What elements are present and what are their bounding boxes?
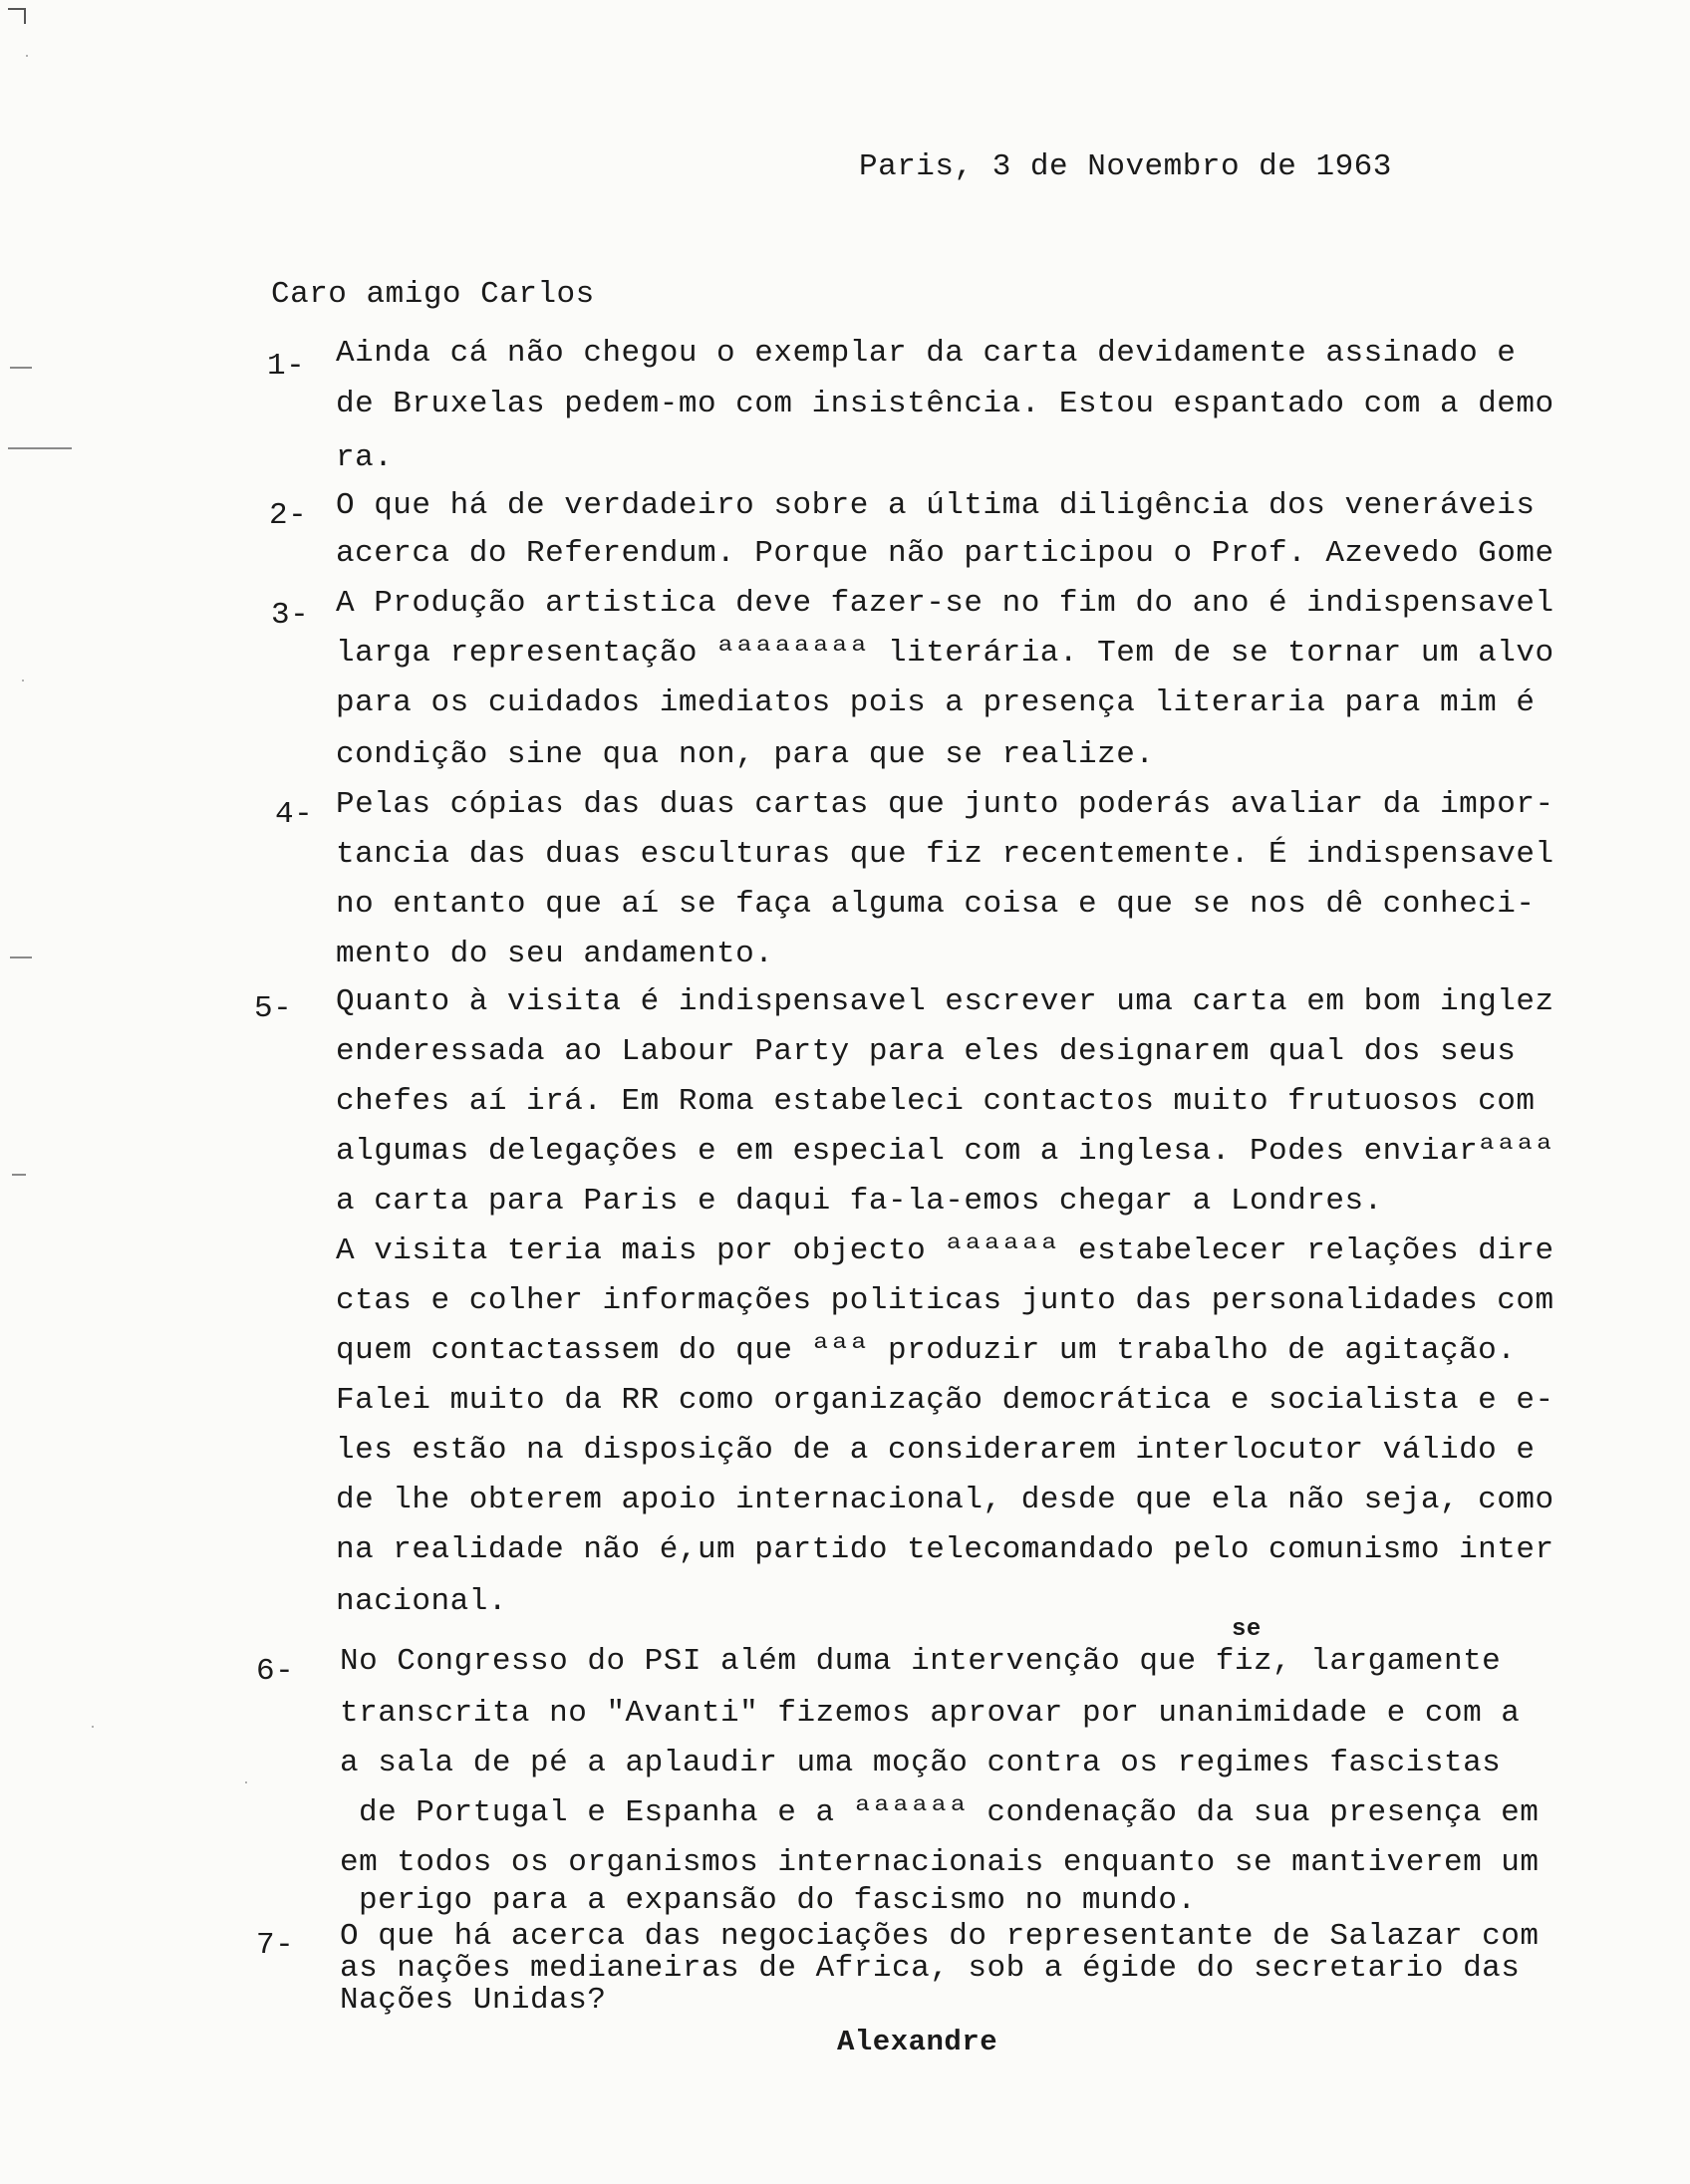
item-line: ctas e colher informações politicas junto das personalidades com	[336, 1283, 1554, 1318]
letter-dateline: Paris, 3 de Novembro de 1963	[859, 149, 1392, 184]
item-number: 3-	[271, 598, 310, 633]
item-line: em todos os organismos internacionais enquanto se mantiverem um	[340, 1845, 1540, 1880]
item-line: tancia das duas esculturas que fiz recentemente. É indispensavel	[336, 837, 1554, 872]
item-number: 1-	[267, 349, 306, 384]
item-number: 7-	[256, 1928, 295, 1963]
paper-speck	[26, 55, 28, 57]
margin-punch-mark	[8, 447, 72, 449]
item-line: Pelas cópias das duas cartas que junto poderás avaliar da impor-	[336, 787, 1554, 822]
item-line: de Bruxelas pedem-mo com insistência. Estou espantado com a demo	[336, 387, 1554, 421]
item-line: transcrita no "Avanti" fizemos aprovar por unanimidade e com a	[340, 1696, 1521, 1731]
margin-punch-mark	[10, 367, 32, 369]
margin-punch-mark	[10, 956, 32, 958]
item-line: de lhe obterem apoio internacional, desde que ela não seja, como	[336, 1483, 1554, 1517]
item-line: les estão na disposição de a considerarem interlocutor válido e	[336, 1433, 1536, 1468]
item-line: algumas delegações e em especial com a inglesa. Podes enviarªªªª	[336, 1134, 1554, 1169]
item-line: nacional.	[336, 1584, 507, 1619]
item-line: A visita teria mais por objecto ªªªªªª estabelecer relações dire	[336, 1233, 1554, 1268]
item-line: Falei muito da RR como organização democrática e socialista e e-	[336, 1383, 1554, 1418]
item-line: mento do seu andamento.	[336, 937, 774, 971]
paper-speck	[92, 1726, 94, 1728]
item-line: No Congresso do PSI além duma intervenção que fiz, largamente	[340, 1644, 1502, 1679]
item-line: enderessada ao Labour Party para eles designarem qual dos seus	[336, 1034, 1517, 1069]
item-line: O que há acerca das negociações do representante de Salazar com	[340, 1919, 1540, 1954]
item-line: a sala de pé a aplaudir uma moção contra os regimes fascistas	[340, 1746, 1502, 1780]
corner-fold-mark	[8, 8, 26, 24]
item-line: a carta para Paris e daqui fa-la-emos chegar a Londres.	[336, 1184, 1383, 1219]
item-line: acerca do Referendum. Porque não participou o Prof. Azevedo Gome	[336, 536, 1554, 571]
item-line: ra.	[336, 440, 394, 475]
paper-speck	[245, 1781, 247, 1783]
item-number: 5-	[254, 991, 293, 1026]
item-line: A Produção artistica deve fazer-se no fim do ano é indispensavel	[336, 586, 1554, 621]
item-line: perigo para a expansão do fascismo no mundo.	[359, 1883, 1197, 1918]
item-line: condição sine qua non, para que se realize.	[336, 737, 1155, 772]
item-line: O que há de verdadeiro sobre a última diligência dos veneráveis	[336, 488, 1536, 523]
item-line: larga representação ªªªªªªªª literária. Tem de se tornar um alvo	[336, 636, 1554, 671]
item-line: quem contactassem do que ªªª produzir um trabalho de agitação.	[336, 1333, 1517, 1368]
item-line: as nações medianeiras de Africa, sob a égide do secretario das	[340, 1951, 1521, 1986]
item-line: na realidade não é,um partido telecomandado pelo comunismo inter	[336, 1532, 1554, 1567]
item-line: Nações Unidas?	[340, 1983, 607, 2018]
item-number: 4-	[275, 797, 314, 832]
margin-punch-mark	[12, 1174, 26, 1176]
item-line: chefes aí irá. Em Roma estabeleci contactos muito frutuosos com	[336, 1084, 1536, 1119]
item-line: Ainda cá não chegou o exemplar da carta devidamente assinado e	[336, 336, 1517, 371]
paper-speck	[22, 680, 24, 682]
item-line: Quanto à visita é indispensavel escrever uma carta em bom inglez	[336, 984, 1554, 1019]
item-line: de Portugal e Espanha e a ªªªªªª condenação da sua presença em	[359, 1795, 1540, 1830]
interlinear-insertion: se	[1232, 1616, 1262, 1643]
letter-signature: Alexandre	[837, 2026, 998, 2058]
item-line: no entanto que aí se faça alguma coisa e que se nos dê conheci-	[336, 887, 1536, 922]
letter-salutation: Caro amigo Carlos	[271, 277, 595, 312]
item-number: 6-	[256, 1654, 295, 1689]
item-line: para os cuidados imediatos pois a presença literaria para mim é	[336, 685, 1536, 720]
item-number: 2-	[269, 498, 308, 533]
